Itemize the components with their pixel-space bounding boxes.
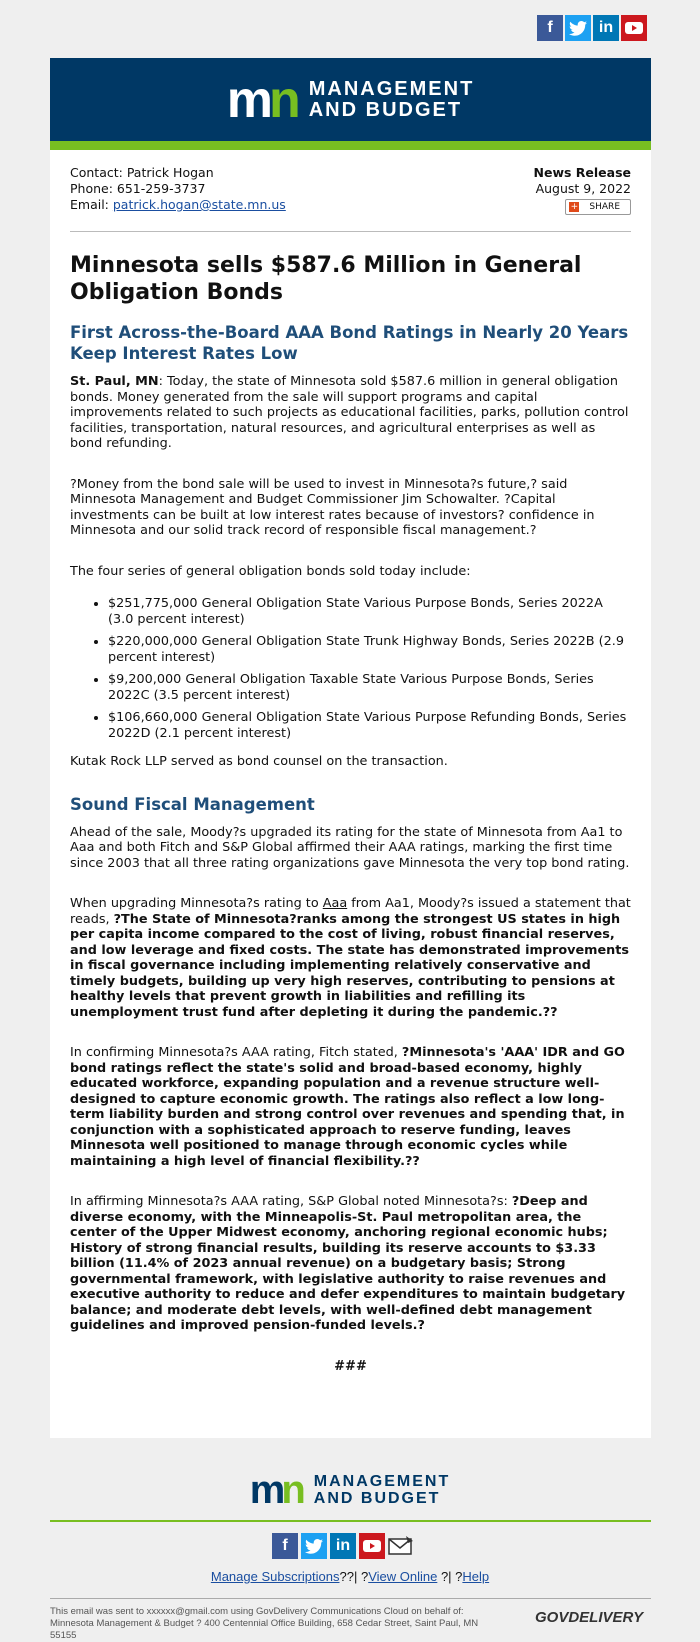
footer-disclaimer: This email was sent to xxxxxx@gmail.com using GovDelivery Communications Cloud on behalf of: Minnesota Management & Budget ? 400 Centennial Office Building, 658 Cedar Street, Saint Paul, MN 55155 bbox=[50, 1606, 479, 1641]
aaa-link[interactable]: Aaa bbox=[322, 896, 348, 911]
footer-links: Manage Subscriptions??| ?View Online ?| ?Help bbox=[210, 1569, 490, 1584]
email-card bbox=[50, 58, 651, 1438]
end-mark: ### bbox=[334, 1358, 367, 1374]
email-label: Email: bbox=[70, 197, 113, 212]
list-item: • $9,200,000 General Obligation Taxable State Various Purpose Bonds, Series 2022C (3.5 percent interest) bbox=[108, 672, 631, 703]
paragraph-moodys: When upgrading Minnesota?s rating to Aaa from Aa1, Moody?s issued a statement that reads, ?The State of Minnesota?ranks among the strongest US states in high per capita income compared to the cost of living, robust financial reserves, and low leverage and fixed costs. The state has demonstrated improvements in fiscal governance including implementing relatively conservative and timely budgets, building up very high reserves, contributing to pensions at healthy levels that prevent growth in liabilities and refilling its unemployment trust fund after depleting it during the pandemic.?? bbox=[70, 896, 631, 1020]
article-subtitle: First Across-the-Board AAA Bond Ratings in Nearly 20 Years Keep Interest Rates Low bbox=[70, 323, 629, 363]
contact-name: Contact: Patrick Hogan bbox=[70, 165, 214, 180]
linkedin-icon[interactable]: in bbox=[593, 15, 619, 41]
youtube-icon[interactable] bbox=[621, 15, 647, 41]
paragraph-counsel: Kutak Rock LLP served as bond counsel on the transaction. bbox=[70, 754, 448, 769]
youtube-icon[interactable] bbox=[359, 1533, 385, 1559]
brand-wordmark: MANAGEMENT AND BUDGET bbox=[313, 1473, 451, 1507]
email-icon[interactable] bbox=[388, 1533, 414, 1559]
twitter-icon[interactable] bbox=[301, 1533, 327, 1559]
twitter-icon[interactable] bbox=[565, 15, 591, 41]
list-item: • $106,660,000 General Obligation State Various Purpose Refunding Bonds, Series 2022D (2.1 percent interest) bbox=[108, 710, 631, 741]
news-release-label: News Release bbox=[533, 165, 631, 180]
footer-logo bbox=[0, 1470, 700, 1510]
green-divider bbox=[50, 141, 651, 150]
brand-wordmark: MANAGEMENT AND BUDGET bbox=[308, 77, 475, 121]
share-button[interactable]: + SHARE bbox=[565, 199, 631, 215]
header-banner bbox=[50, 58, 651, 141]
release-date: August 9, 2022 bbox=[535, 181, 631, 196]
paragraph-series-intro: The four series of general obligation bonds sold today include: bbox=[70, 563, 471, 579]
contact-email-link[interactable]: patrick.hogan@state.mn.us bbox=[112, 197, 286, 212]
paragraph-sp: In affirming Minnesota?s AAA rating, S&P Global noted Minnesota?s: ?Deep and diverse economy, with the Minneapolis-St. Paul metropolitan area, the center of the Upper Midwest economy, anchoring regional economic hubs; History of strong financial results, building its reserve accounts to $3.33 billion (11.4% of 2023 annual revenue) on a budgetary basis; Strong governmental framework, with legislative authority to raise revenues and executive authority to reduce and defer expenditures to maintain budgetary balance; and moderate debt levels, with well-defined debt management guidelines and improved pension-funded levels.? bbox=[70, 1194, 626, 1333]
mn-logo-icon: mn bbox=[249, 1468, 302, 1512]
contact-phone: Phone: 651-259-3737 bbox=[70, 181, 206, 196]
footer-divider bbox=[50, 1598, 651, 1599]
view-online-link[interactable]: View Online bbox=[368, 1569, 438, 1584]
linkedin-icon[interactable]: in bbox=[330, 1533, 356, 1559]
manage-subscriptions-link[interactable]: Manage Subscriptions bbox=[210, 1569, 340, 1584]
list-item: • $251,775,000 General Obligation State Various Purpose Bonds, Series 2022A (3.0 percent interest) bbox=[108, 596, 631, 627]
social-links-top bbox=[537, 15, 647, 41]
list-item: • $220,000,000 General Obligation State Trunk Highway Bonds, Series 2022B (2.9 percent interest) bbox=[108, 634, 631, 665]
facebook-icon[interactable]: f bbox=[272, 1533, 298, 1559]
govdelivery-logo[interactable]: GOVDELIVERY bbox=[535, 1609, 644, 1626]
section-heading: Sound Fiscal Management bbox=[70, 794, 315, 814]
footer-green-divider bbox=[50, 1520, 651, 1522]
paragraph-fitch: In confirming Minnesota?s AAA rating, Fitch stated, ?Minnesota's 'AAA' IDR and GO bond ratings reflect the state's solid and broad-based economy, highly educated workforce, expanding population and a revenue structure well-designed to capture economic growth. The ratings also reflect a low long-term liability burden and strong control over revenues and spending that, in conjunction with a sophisticated approach to reserve funding, leaves Minnesota well positioned to manage through economic cycles while maintaining a high level of financial flexibility.?? bbox=[70, 1045, 625, 1169]
facebook-icon[interactable]: f bbox=[537, 15, 563, 41]
contact-block bbox=[70, 165, 631, 215]
paragraph-ratings: Ahead of the sale, Moody?s upgraded its rating for the state of Minnesota from Aa1 to Aaa and both Fitch and S&P Global affirmed their AAA ratings, marking the first time since 2003 that all three rating organizations gave Minnesota the very top bond rating. bbox=[70, 824, 630, 871]
paragraph-quote-commissioner: ?Money from the bond sale will be used to invest in Minnesota?s future,? said Minnesota Management and Budget Commissioner Jim Schowalter. ?Capital investments can be built at low interest rates because of investors? confidence in Minnesota and our solid track record of responsible fiscal management.? bbox=[70, 476, 595, 538]
mn-logo-icon: mn bbox=[226, 70, 297, 129]
divider bbox=[70, 231, 631, 232]
paragraph-intro: St. Paul, MN: Today, the state of Minnesota sold $587.6 million in general obligation bonds. Money generated from the sale will support programs and capital improvements related to such projects as educational facilities, parks, pollution control facilities, transportation, natural resources, and agricultural enterprises as well as bond refunding. bbox=[70, 374, 629, 451]
help-link[interactable]: Help bbox=[462, 1569, 490, 1584]
article-title: Minnesota sells $587.6 Million in General Obligation Bonds bbox=[70, 253, 582, 305]
share-plus-icon: + bbox=[570, 202, 579, 212]
bond-list bbox=[70, 596, 631, 741]
social-links-bottom bbox=[272, 1533, 414, 1559]
